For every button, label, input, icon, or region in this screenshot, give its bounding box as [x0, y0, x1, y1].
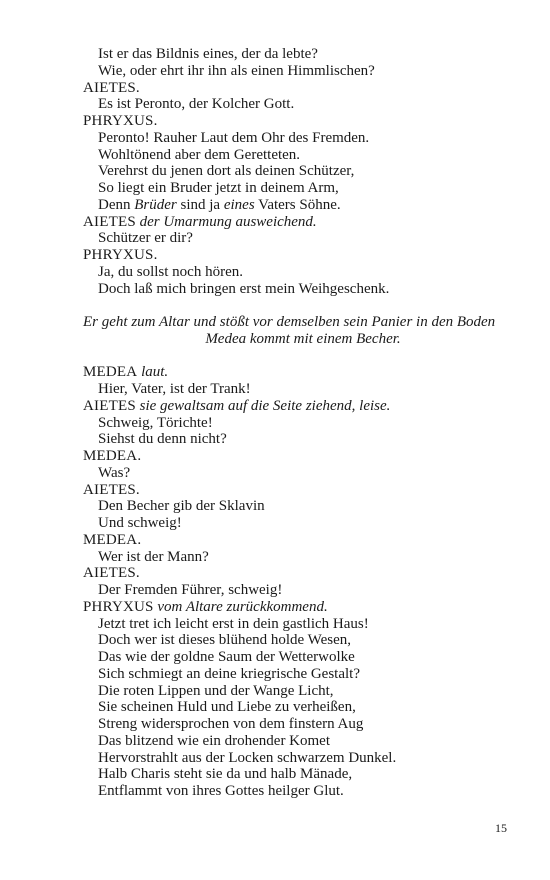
verse-line: Das wie der goldne Saum der Wetterwolke [98, 649, 355, 665]
speaker-name: AIETES. [83, 481, 140, 498]
stage-direction: laut. [141, 364, 169, 381]
stage-direction: vom Altare zurückkommend. [157, 598, 328, 615]
speaker-name: MEDEA [83, 364, 138, 381]
speaker-name: AIETES [83, 213, 136, 230]
verse-line: Den Becher gib der Sklavin [98, 498, 265, 515]
verse-line: Der Fremden Führer, schweig! [98, 582, 283, 598]
verse-line: Jetzt tret ich leicht erst in dein gastlich Haus! [98, 615, 369, 632]
verse-line: Halb Charis steht sie da und halb Mänade, [98, 766, 353, 783]
verse-line: Sich schmiegt an deine kriegrische Gestalt? [98, 665, 360, 682]
verse-line: Entflammt von ihres Gottes heilger Glut. [98, 783, 344, 799]
speaker-with-direction [83, 599, 523, 616]
verse-line: Schützer er dir? [98, 230, 193, 247]
stage-direction: der Umarmung ausweichend. [139, 213, 317, 230]
verse-line: Was? [98, 464, 131, 481]
blank-line [83, 348, 523, 365]
blank-line [83, 297, 523, 314]
speaker-with-direction [83, 398, 523, 415]
verse-line: Die roten Lippen und der Wange Licht, [98, 682, 334, 699]
verse-line: Wohltönend aber dem Geretteten. [98, 146, 301, 163]
verse-line: Hier, Vater, ist der Trank! [98, 381, 251, 397]
verse-line: Es ist Peronto, der Kolcher Gott. [98, 96, 295, 113]
speaker-name: PHRYXUS. [83, 113, 158, 129]
speaker-name: AIETES [83, 397, 136, 414]
verse-line: Doch laß mich bringen erst mein Weihgeschenk. [98, 280, 390, 297]
verse-line: Hervorstrahlt aus der Locken schwarzem Dunkel. [98, 749, 397, 766]
stage-direction: sie gewaltsam auf die Seite ziehend, leise. [139, 397, 391, 414]
stage-direction: Medea kommt mit einem Becher. [205, 330, 401, 347]
verse-line: Wer ist der Mann? [98, 548, 209, 565]
verse-line: Ja, du sollst noch hören. [98, 263, 243, 280]
speaker-name: MEDEA. [83, 531, 142, 548]
speaker-name: PHRYXUS. [83, 247, 158, 263]
verse-text: Vaters Söhne. [254, 196, 341, 213]
verse-line: Schweig, Törichte! [98, 414, 213, 431]
verse-line: Siehst du denn nicht? [98, 431, 227, 448]
verse-line: Wie, oder ehrt ihr ihn als einen Himmlischen? [98, 62, 375, 79]
verse-line: Doch wer ist dieses blühend holde Wesen, [98, 632, 352, 649]
verse-line: Sie scheinen Huld und Liebe zu verheißen, [98, 699, 356, 716]
speaker-name: PHRYXUS [83, 598, 154, 615]
speaker-name: MEDEA. [83, 448, 142, 464]
verse-text: sind ja [176, 196, 224, 213]
speaker-name: AIETES. [83, 565, 140, 582]
verse-line: Streng widersprochen von dem finstern Aug [98, 716, 364, 732]
verse-line: Ist er das Bildnis eines, der da lebte? [98, 46, 318, 62]
verse-line: So liegt ein Bruder jetzt in deinem Arm, [98, 180, 339, 196]
speaker-with-direction [83, 214, 523, 231]
stage-direction: Er geht zum Altar und stößt vor demselben sein Panier in den Boden [83, 314, 496, 330]
emphasis-text: Brüder [134, 196, 177, 213]
speaker-with-direction [83, 364, 523, 381]
verse-line: Verehrst du jenen dort als deinen Schützer, [98, 163, 355, 180]
emphasis-text: eines [223, 196, 255, 213]
play-text [83, 46, 523, 800]
verse-line [83, 197, 523, 214]
verse-line: Das blitzend wie ein drohender Komet [98, 732, 331, 749]
verse-line: Peronto! Rauher Laut dem Ohr des Fremden. [98, 129, 370, 146]
verse-line: Und schweig! [98, 515, 182, 531]
speaker-name: AIETES. [83, 79, 140, 96]
page-number: 15 [495, 821, 507, 835]
verse-text: Denn [98, 196, 135, 213]
